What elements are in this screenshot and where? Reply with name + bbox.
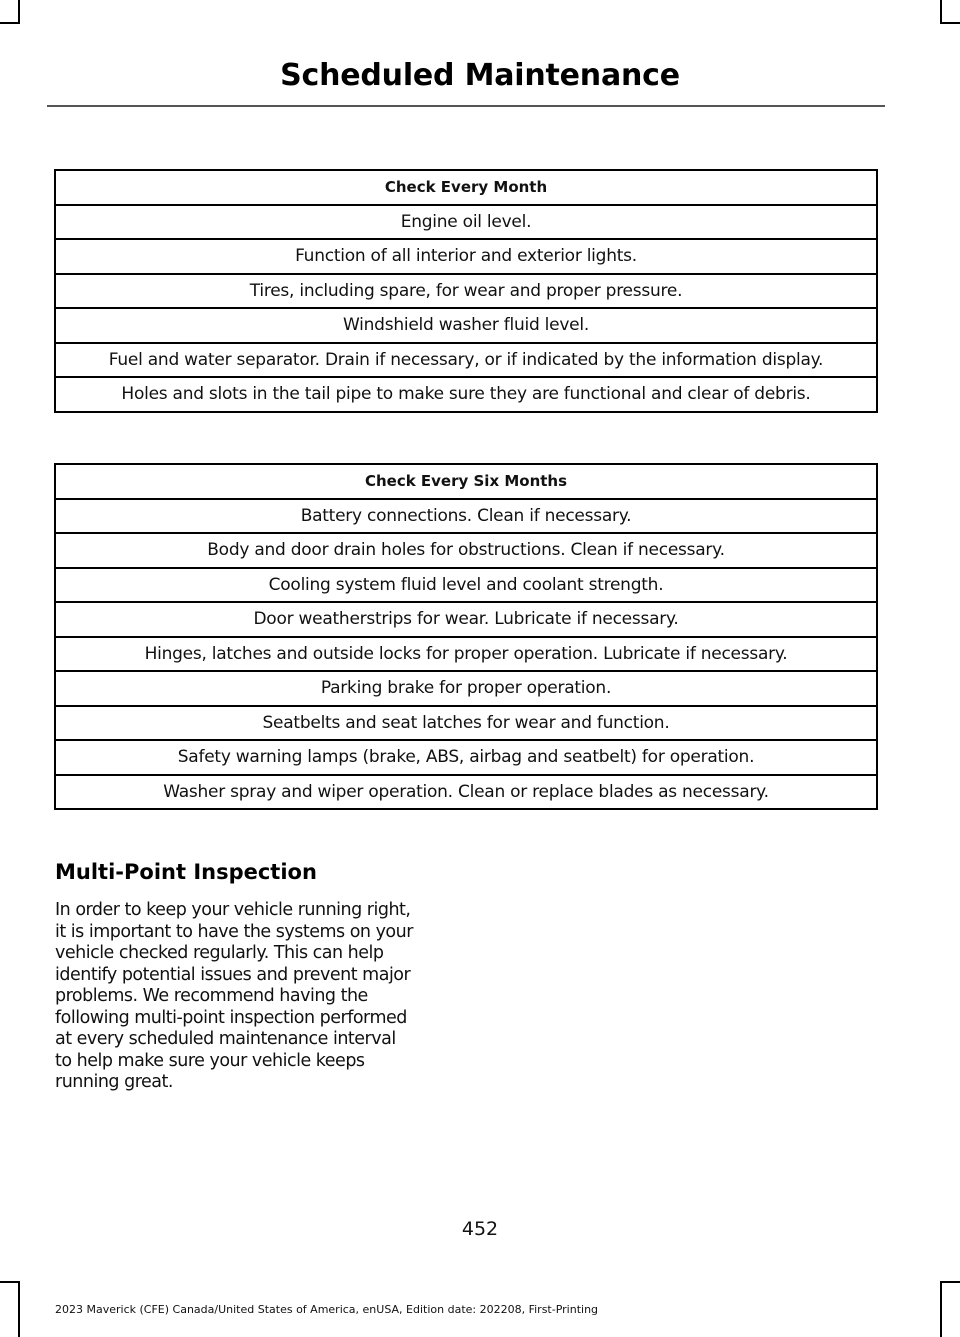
- page-title: Scheduled Maintenance: [280, 58, 680, 93]
- table-row: [55, 706, 877, 741]
- table-heading: Check Every Month: [55, 170, 877, 205]
- table-row: [55, 775, 877, 810]
- table-row: [55, 274, 877, 309]
- table-row: [55, 740, 877, 775]
- table-header-row: [55, 170, 877, 205]
- paragraph-line: it is important to have the systems on your: [55, 921, 413, 942]
- crop-mark-top-right-v: [940, 0, 942, 24]
- paragraph-line: to help make sure your vehicle keeps: [55, 1050, 365, 1071]
- paragraph-line: identify potential issues and prevent major: [55, 964, 411, 985]
- inspection-paragraph: [55, 900, 450, 1094]
- paragraph-line: following multi-point inspection performed: [55, 1007, 407, 1028]
- table-cell: Function of all interior and exterior lights.: [55, 239, 877, 274]
- table-heading: Check Every Six Months: [55, 464, 877, 499]
- crop-mark-top-right-h: [940, 22, 960, 24]
- page-number: 452: [461, 1218, 499, 1240]
- table-row: [55, 637, 877, 672]
- paragraph-line: In order to keep your vehicle running right,: [55, 900, 411, 920]
- table-cell: Safety warning lamps (brake, ABS, airbag and seatbelt) for operation.: [55, 740, 877, 775]
- table-cell: Fuel and water separator. Drain if necessary, or if indicated by the information display.: [55, 343, 877, 378]
- header-divider: [47, 105, 885, 107]
- paragraph-line: running great.: [55, 1072, 173, 1092]
- table-row: [55, 239, 877, 274]
- crop-mark-top-left-v: [18, 0, 20, 24]
- crop-mark-bottom-right-v: [940, 1281, 942, 1337]
- table-cell: Parking brake for proper operation.: [55, 671, 877, 706]
- table-row: [55, 205, 877, 240]
- table-row: [55, 568, 877, 603]
- table-cell: Door weatherstrips for wear. Lubricate if necessary.: [55, 602, 877, 637]
- paragraph-line: vehicle checked regularly. This can help: [55, 943, 384, 963]
- table-cell: Body and door drain holes for obstructions. Clean if necessary.: [55, 533, 877, 568]
- crop-mark-top-left-h: [0, 22, 20, 24]
- table-row: [55, 671, 877, 706]
- table-cell: Hinges, latches and outside locks for proper operation. Lubricate if necessary.: [55, 637, 877, 672]
- table-cell: Washer spray and wiper operation. Clean or replace blades as necessary.: [55, 775, 877, 810]
- table-cell: Engine oil level.: [55, 205, 877, 240]
- table-row: [55, 377, 877, 412]
- table-cell: Cooling system fluid level and coolant strength.: [55, 568, 877, 603]
- table-cell: Seatbelts and seat latches for wear and function.: [55, 706, 877, 741]
- paragraph-line: at every scheduled maintenance interval: [55, 1029, 396, 1049]
- table-cell: Windshield washer fluid level.: [55, 308, 877, 343]
- table-header-row: [55, 464, 877, 499]
- six-month-checks-table: [54, 463, 878, 810]
- edition-footer: 2023 Maverick (CFE) Canada/United States of America, enUSA, Edition date: 202208, First-Printing: [55, 1303, 599, 1316]
- table-cell: Holes and slots in the tail pipe to make sure they are functional and clear of debris.: [55, 377, 877, 412]
- table-row: [55, 533, 877, 568]
- crop-mark-bottom-left-h: [0, 1281, 20, 1283]
- crop-mark-bottom-right-h: [940, 1281, 960, 1283]
- paragraph-line: problems. We recommend having the: [55, 986, 368, 1006]
- section-heading: Multi-Point Inspection: [55, 860, 317, 884]
- table-row: [55, 602, 877, 637]
- monthly-checks-table: [54, 169, 878, 413]
- crop-mark-bottom-left-v: [18, 1281, 20, 1337]
- table-cell: Battery connections. Clean if necessary.: [55, 499, 877, 534]
- table-row: [55, 308, 877, 343]
- table-cell: Tires, including spare, for wear and proper pressure.: [55, 274, 877, 309]
- table-row: [55, 499, 877, 534]
- table-row: [55, 343, 877, 378]
